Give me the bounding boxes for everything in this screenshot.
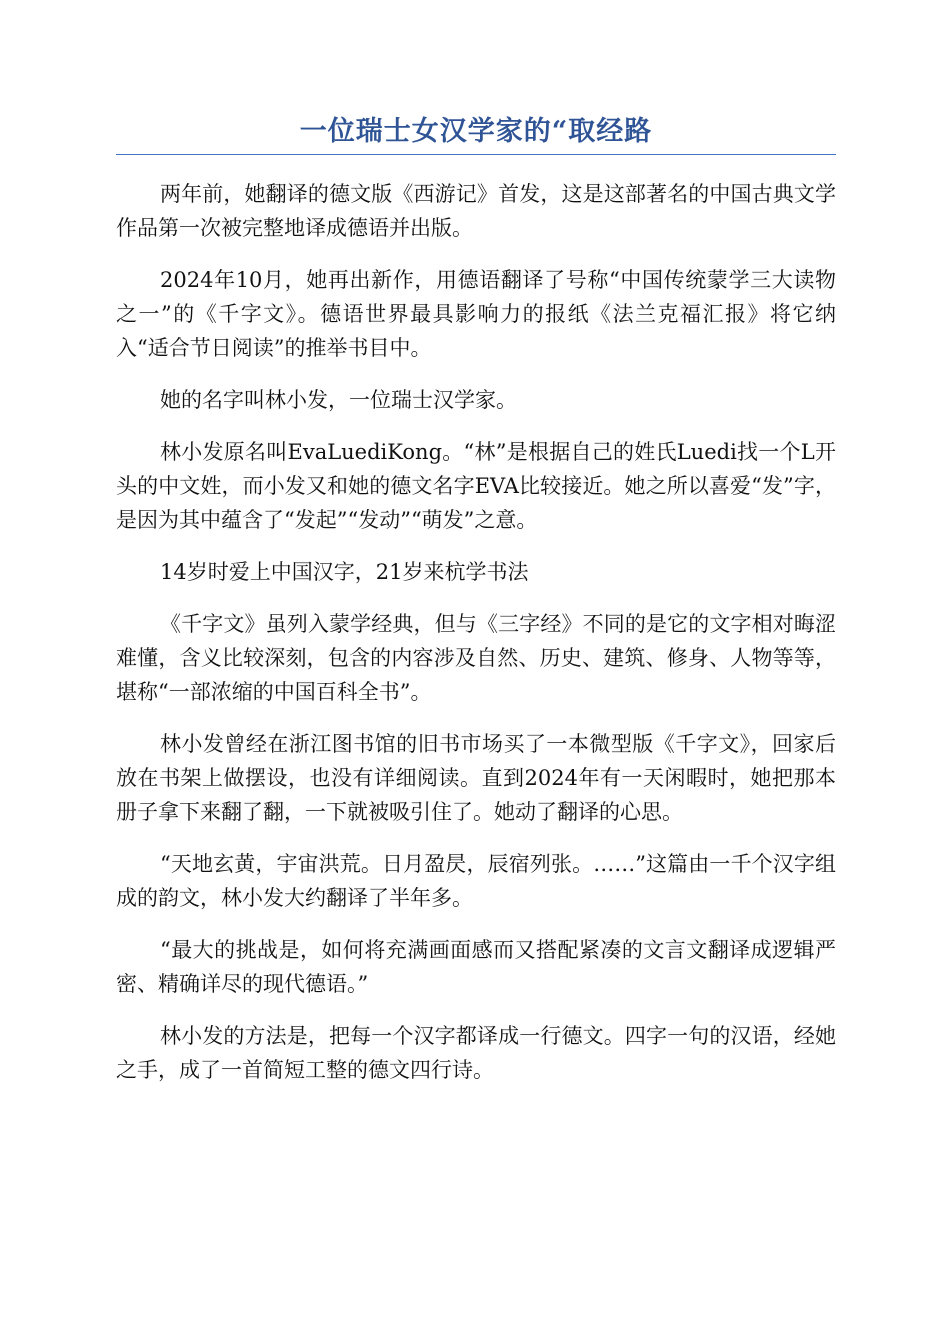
paragraph-1: 两年前，她翻译的德文版《西游记》首发，这是这部著名的中国古典文学作品第一次被完整地译成德语并出版。	[116, 182, 836, 240]
section-subheading: 14岁时爱上中国汉字，21岁来杭学书法	[160, 560, 529, 584]
paragraph-2: 2024年10月，她再出新作，用德语翻译了号称“中国传统蒙学三大读物之一”的《千字文》。德语世界最具影响力的报纸《法兰克福汇报》将它纳入“适合节日阅读”的推举书目中。	[116, 268, 836, 360]
paragraph-3: 她的名字叫林小发，一位瑞士汉学家。	[160, 388, 517, 412]
paragraph-6: 林小发曾经在浙江图书馆的旧书市场买了一本微型版《千字文》，回家后放在书架上做摆设，也没有详细阅读。直到2024年有一天闲暇时，她把那本册子拿下来翻了翻，一下就被吸引住了。她动了翻译的心思。	[116, 732, 836, 824]
paragraph-8: “最大的挑战是，如何将充满画面感而又搭配紧凑的文言文翻译成逻辑严密、精确详尽的现代德语。”	[116, 938, 836, 996]
document-title: 一位瑞士女汉学家的“取经路	[116, 112, 836, 155]
document-page	[116, 112, 836, 1087]
paragraph-9: 林小发的方法是，把每一个汉字都译成一行德文。四字一句的汉语，经她之手，成了一首简短工整的德文四行诗。	[116, 1024, 836, 1082]
paragraph-4: 林小发原名叫EvaLuediKong。“林”是根据自己的姓氏Luedi找一个L开头的中文姓，而小发又和她的德文名字EVA比较接近。她之所以喜爱“发”字，是因为其中蕴含了“发起”“发动”“萌发”之意。	[116, 440, 836, 532]
paragraph-7: “天地玄黄，宇宙洪荒。日月盈昃，辰宿列张。……”这篇由一千个汉字组成的韵文，林小发大约翻译了半年多。	[116, 852, 836, 910]
paragraph-5: 《千字文》虽列入蒙学经典，但与《三字经》不同的是它的文字相对晦涩难懂，含义比较深刻，包含的内容涉及自然、历史、建筑、修身、人物等等，堪称“一部浓缩的中国百科全书”。	[116, 612, 836, 704]
